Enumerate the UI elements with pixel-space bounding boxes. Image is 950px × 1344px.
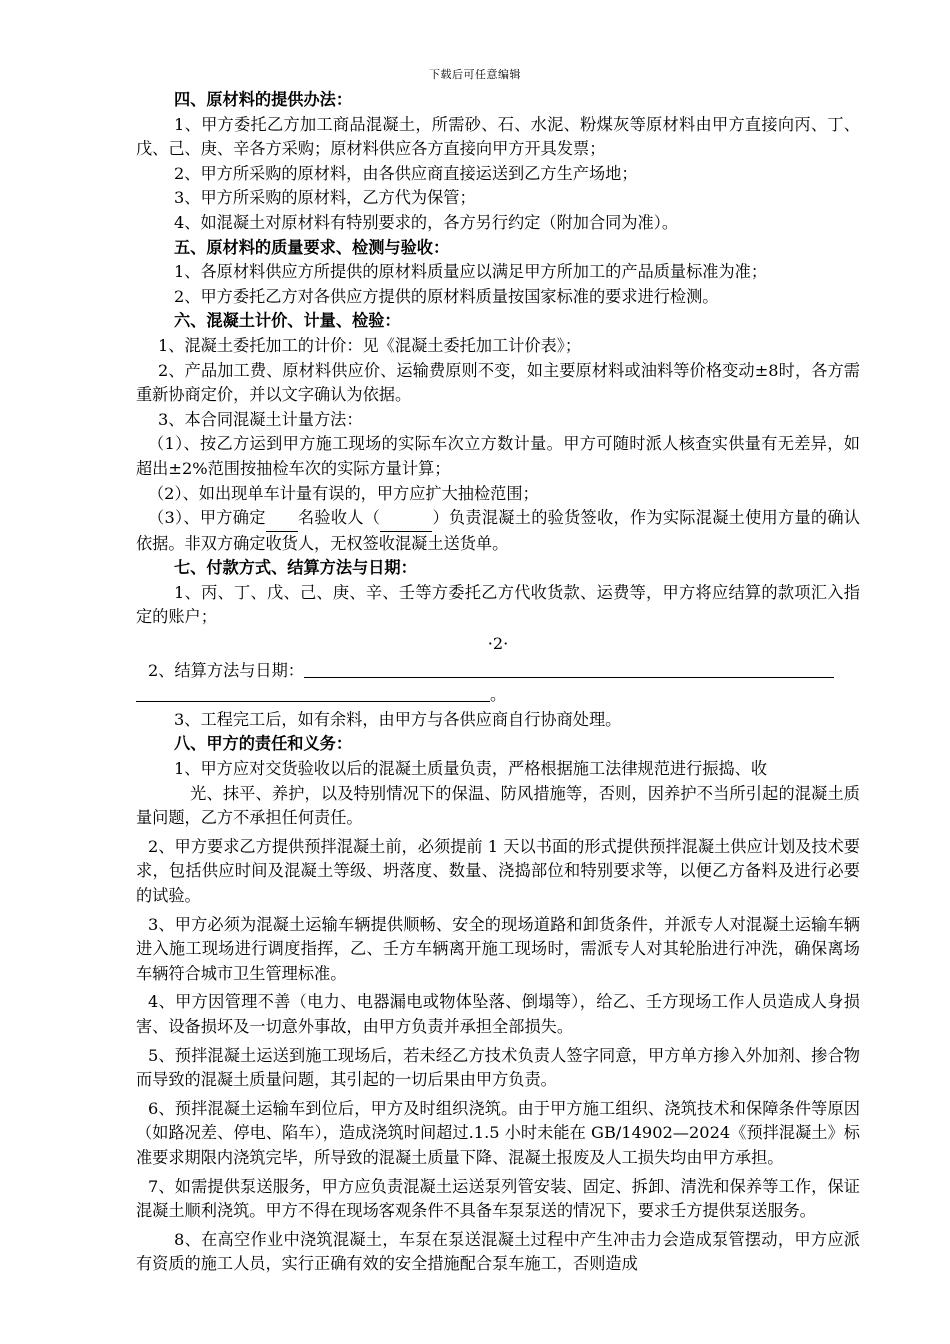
section-7-title: 七、付款方式、结算方法与日期： xyxy=(174,558,417,578)
clause-1b-text: 光、抹平、养护，以及特别情况下的保温、防风措施等，否则，因养护不当所引起的混凝土质量问题，乙方不承担任何责任。 xyxy=(136,783,860,828)
section-6-title: 六、混凝土计价、计量、检验： xyxy=(174,311,401,331)
section-7-clause-3: 3、工程完工后，如有余料，由甲方与各供应商自行协商处理。 xyxy=(174,709,622,729)
section-8-clause-3: 3、甲方必须为混凝土运输车辆提供顺畅、安全的现场道路和卸货条件，并派专人对混凝土运输车辆进入施工现场进行调度指挥，乙、壬方车辆离开施工现场时，需派专人对其轮胎进行冲洗，确保离场车辆符合城市卫生管理标准。 xyxy=(136,914,860,983)
section-8-clause-7: 7、如需提供泵送服务，甲方应负责混凝土运送泵列管安装、固定、拆卸、清洗和保养等工作，保证混凝土顺利浇筑。甲方不得在现场客观条件不具备车泵泵送的情况下，要求壬方提供泵送服务。 xyxy=(136,1176,860,1221)
section-7-clause-2 xyxy=(136,659,860,684)
section-8-clause-1a: 1、甲方应对交货验收以后的混凝土质量负责，严格根据施工法律规范进行振捣、收 xyxy=(174,759,768,779)
section-8-title: 八、甲方的责任和义务： xyxy=(174,734,353,754)
settlement-blank-line-2 xyxy=(136,687,490,702)
section-7-clause-1: 1、丙、丁、戊、己、庚、辛、壬等方委托乙方代收货款、运费等，甲方将应结算的款项汇入指定的账户； xyxy=(136,582,860,627)
settlement-label: 2、结算方法与日期： xyxy=(148,660,304,680)
section-6-clause-2: 2、产品加工费、原材料供应价、运输费原则不变，如主要原材料或油料等价格变动±8时，各方需重新协商定价，并以文字确认为依据。 xyxy=(136,360,860,405)
inspector-count-blank xyxy=(266,506,298,532)
section-8-clause-4: 4、甲方因管理不善（电力、电器漏电或物体坠落、倒塌等），给乙、壬方现场工作人员造成人身损害、设备损坏及一切意外事故，由甲方负责并承担全部损失。 xyxy=(136,992,860,1036)
section-8-clause-6: 6、预拌混凝土运输车到位后，甲方及时组织浇筑。由于甲方施工组织、浇筑技术和保障条件等原因（如路况差、停电、陷车），造成浇筑时间超过.1.5 小时未能在 GB/14902—2024《预拌混凝土》标准要求期限内浇筑完毕，所导致的混凝土质量下降、混凝土报废及人工损失均由甲方承担。 xyxy=(136,1098,860,1167)
item-3-middle: 名验收人（ xyxy=(297,508,381,528)
section-6-item-3 xyxy=(136,506,860,556)
section-8-clause-8: 8、在高空作业中浇筑混凝土，车泵在泵送混凝土过程中产生冲击力会造成泵管摆动，甲方应派有资质的施工人员，实行正确有效的安全措施配合泵车施工，否则造成 xyxy=(136,1229,860,1274)
settlement-blank-row xyxy=(136,683,860,708)
section-5-clause-1: 1、各原材料供应方所提供的原材料质量应以满足甲方所加工的产品质量标准为准； xyxy=(174,262,768,282)
section-4-title: 四、原材料的提供办法： xyxy=(174,90,353,109)
item-3-prefix: （3）、甲方确定 xyxy=(148,508,266,528)
section-4-clause-2: 2、甲方所采购的原材料，由各供应商直接运送到乙方生产场地； xyxy=(174,163,638,183)
section-5-clause-2: 2、甲方委托乙方对各供应方提供的原材料质量按国家标准的要求进行检测。 xyxy=(174,286,719,306)
inspector-name-blank xyxy=(380,506,432,532)
section-6-item-2: （2）、如出现单车计量有误的，甲方应扩大抽检范围； xyxy=(148,483,539,503)
item-3-rest: ）负责混凝土的验货签收，作为实际混凝土使用方量的确认依据。非双方确定收货人，无权签收混凝土送货单。 xyxy=(136,508,861,553)
section-6-item-1: （1）、按乙方运到甲方施工现场的实际车次立方数计量。甲方可随时派人核查实供量有无差异，如超出±2%范围按抽检车次的实际方量计算； xyxy=(136,434,860,478)
section-8-clause-5: 5、预拌混凝土运送到施工现场后，若未经乙方技术负责人签字同意，甲方单方掺入外加剂、掺合物而导致的混凝土质量问题，其引起的一切后果由甲方负责。 xyxy=(136,1045,860,1090)
section-6-clause-3: 3、本合同混凝土计量方法： xyxy=(158,409,363,429)
section-4-clause-3: 3、甲方所采购的原材料，乙方代为保管； xyxy=(174,188,476,208)
page-number: ·2· xyxy=(487,634,509,654)
section-8-clause-1b xyxy=(136,782,860,831)
section-4-clause-4: 4、如混凝土对原材料有特别要求的，各方另行约定（附加合同为准）。 xyxy=(174,212,679,232)
settlement-end: 。 xyxy=(490,685,507,705)
settlement-blank-line xyxy=(304,661,834,678)
section-8-clause-2: 2、甲方要求乙方提供预拌混凝土前，必须提前 1 天以书面的形式提供预拌混凝土供应计划及技术要求，包括供应时间及混凝土等级、坍落度、数量、浇捣部位和特别要求等，以便乙方备料及进行必要的试验。 xyxy=(136,836,860,905)
section-5-title: 五、原材料的质量要求、检测与验收： xyxy=(174,237,450,257)
section-6-clause-1: 1、混凝土委托加工的计价：见《混凝土委托加工计价表》； xyxy=(158,335,582,355)
section-4-clause-1: 1、甲方委托乙方加工商品混凝土，所需砂、石、水泥、粉煤灰等原材料由甲方直接向丙、丁、戊、己、庚、辛各方采购；原材料供应各方直接向甲方开具发票； xyxy=(136,114,860,159)
page-header-note: 下载后可任意编辑 xyxy=(429,68,521,81)
contract-page xyxy=(136,88,860,1277)
